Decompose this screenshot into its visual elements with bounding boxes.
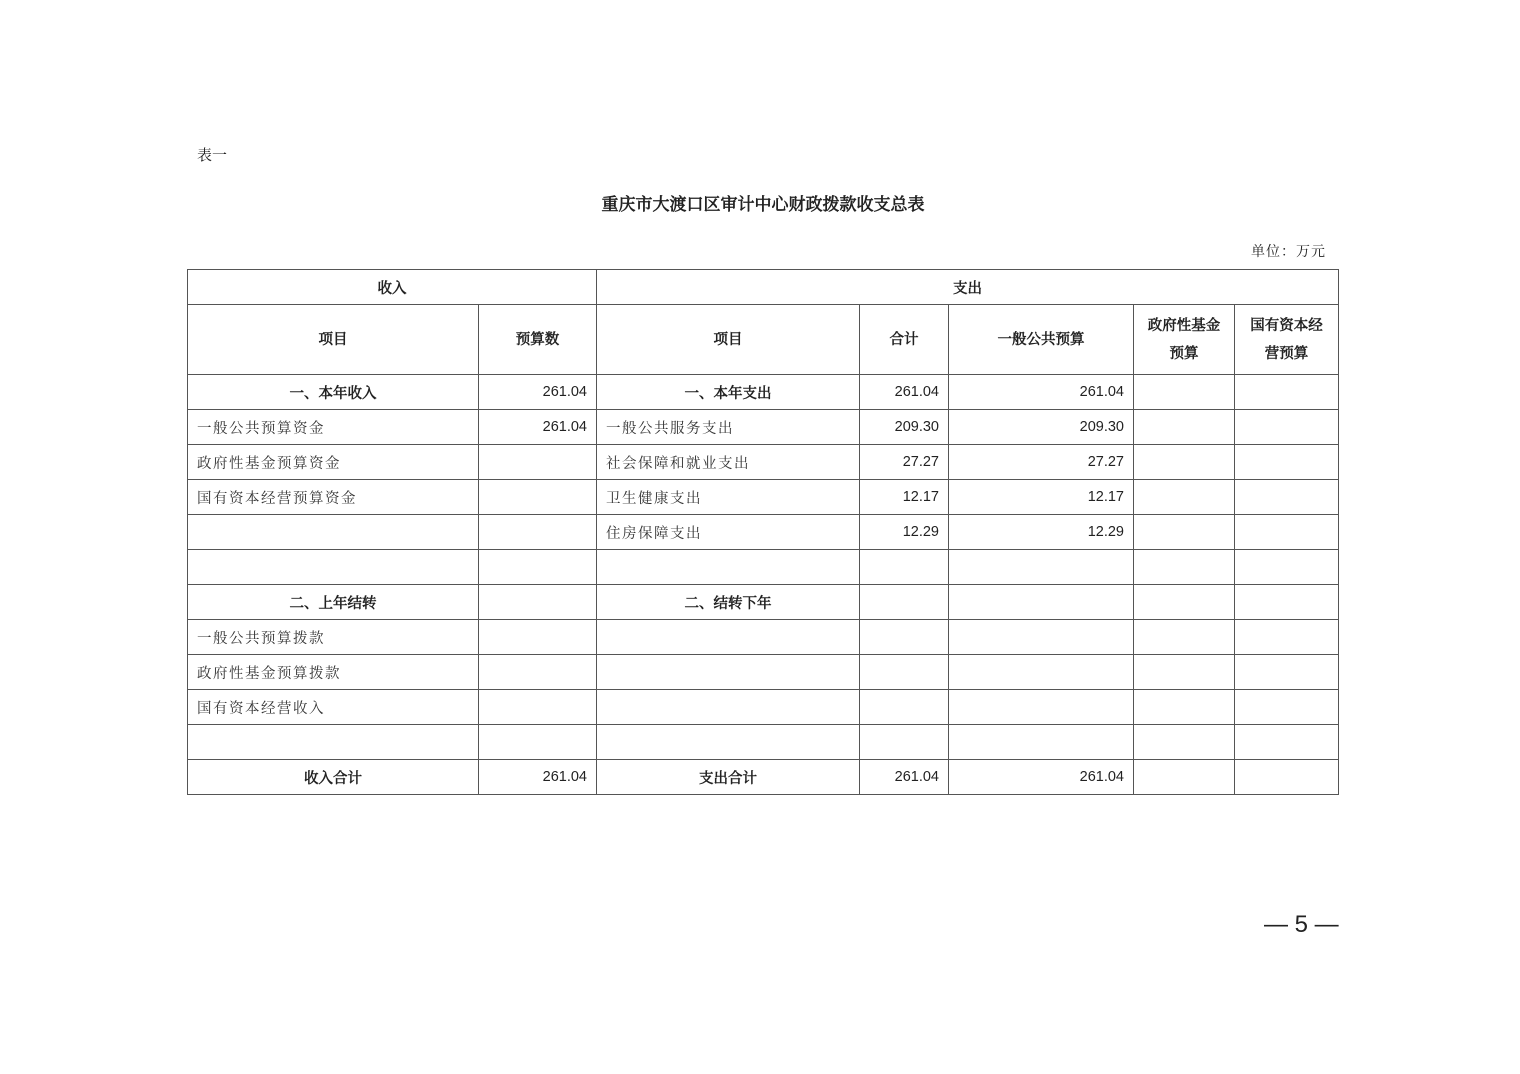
state-capital-cell	[1235, 620, 1339, 655]
expense-header: 支出	[597, 270, 1339, 305]
expense-item-cell	[597, 550, 860, 585]
income-value-cell: 261.04	[479, 760, 597, 795]
budget-summary-table	[187, 269, 1339, 795]
col-expense-item: 项目	[597, 305, 860, 375]
income-value-cell	[479, 655, 597, 690]
state-capital-cell	[1235, 760, 1339, 795]
income-item-cell: 国有资本经营预算资金	[188, 480, 479, 515]
column-header-row	[188, 305, 1339, 375]
income-value-cell	[479, 620, 597, 655]
income-value-cell	[479, 515, 597, 550]
expense-total-cell	[860, 690, 949, 725]
gov-fund-cell	[1134, 480, 1235, 515]
table-row	[188, 585, 1339, 620]
expense-total-cell	[860, 655, 949, 690]
table-label: 表一	[197, 146, 228, 164]
state-capital-cell	[1235, 480, 1339, 515]
expense-total-cell	[860, 620, 949, 655]
expense-total-cell: 261.04	[860, 760, 949, 795]
income-item-cell: 国有资本经营收入	[188, 690, 479, 725]
income-value-cell: 261.04	[479, 375, 597, 410]
col-total: 合计	[860, 305, 949, 375]
col-gov-fund: 政府性基金预算	[1134, 305, 1235, 375]
income-value-cell	[479, 480, 597, 515]
table-row	[188, 375, 1339, 410]
income-value-cell	[479, 445, 597, 480]
table-row	[188, 550, 1339, 585]
expense-item-cell: 社会保障和就业支出	[597, 445, 860, 480]
income-item-cell: 一、本年收入	[188, 375, 479, 410]
unit-label: 单位：万元	[1251, 244, 1326, 260]
expense-total-cell	[860, 725, 949, 760]
general-budget-cell: 209.30	[949, 410, 1134, 445]
table-row	[188, 480, 1339, 515]
state-capital-cell	[1235, 690, 1339, 725]
expense-total-cell: 261.04	[860, 375, 949, 410]
col-income-item: 项目	[188, 305, 479, 375]
table-row	[188, 515, 1339, 550]
income-item-cell: 收入合计	[188, 760, 479, 795]
expense-item-cell: 一、本年支出	[597, 375, 860, 410]
expense-total-cell	[860, 550, 949, 585]
general-budget-cell: 12.29	[949, 515, 1134, 550]
income-value-cell	[479, 690, 597, 725]
income-item-cell: 一般公共预算拨款	[188, 620, 479, 655]
expense-total-cell: 209.30	[860, 410, 949, 445]
general-budget-cell	[949, 725, 1134, 760]
group-header-row	[188, 270, 1339, 305]
gov-fund-cell	[1134, 620, 1235, 655]
col-state-capital: 国有资本经营预算	[1235, 305, 1339, 375]
table-row	[188, 690, 1339, 725]
state-capital-cell	[1235, 445, 1339, 480]
page-number: — 5 —	[1264, 911, 1339, 938]
gov-fund-cell	[1134, 375, 1235, 410]
state-capital-cell	[1235, 550, 1339, 585]
table-row	[188, 725, 1339, 760]
general-budget-cell	[949, 585, 1134, 620]
expense-item-cell: 卫生健康支出	[597, 480, 860, 515]
expense-item-cell: 住房保障支出	[597, 515, 860, 550]
gov-fund-cell	[1134, 410, 1235, 445]
income-item-cell: 一般公共预算资金	[188, 410, 479, 445]
document-title: 重庆市大渡口区审计中心财政拨款收支总表	[601, 195, 925, 215]
col-budget: 预算数	[479, 305, 597, 375]
table-row	[188, 760, 1339, 795]
state-capital-cell	[1235, 515, 1339, 550]
state-capital-cell	[1235, 585, 1339, 620]
gov-fund-cell	[1134, 550, 1235, 585]
income-item-cell: 政府性基金预算资金	[188, 445, 479, 480]
gov-fund-cell	[1134, 445, 1235, 480]
gov-fund-cell	[1134, 725, 1235, 760]
income-value-cell	[479, 550, 597, 585]
general-budget-cell: 261.04	[949, 375, 1134, 410]
income-value-cell	[479, 725, 597, 760]
general-budget-cell: 261.04	[949, 760, 1134, 795]
state-capital-cell	[1235, 725, 1339, 760]
expense-item-cell: 支出合计	[597, 760, 860, 795]
general-budget-cell	[949, 550, 1134, 585]
general-budget-cell: 27.27	[949, 445, 1134, 480]
general-budget-cell	[949, 655, 1134, 690]
expense-item-cell	[597, 620, 860, 655]
expense-item-cell	[597, 725, 860, 760]
expense-item-cell	[597, 690, 860, 725]
income-item-cell: 政府性基金预算拨款	[188, 655, 479, 690]
expense-total-cell: 12.29	[860, 515, 949, 550]
table-row	[188, 655, 1339, 690]
income-item-cell	[188, 550, 479, 585]
income-item-cell	[188, 725, 479, 760]
table-row	[188, 620, 1339, 655]
state-capital-cell	[1235, 375, 1339, 410]
table-row	[188, 410, 1339, 445]
gov-fund-cell	[1134, 585, 1235, 620]
gov-fund-cell	[1134, 760, 1235, 795]
expense-item-cell: 二、结转下年	[597, 585, 860, 620]
table-row	[188, 445, 1339, 480]
expense-total-cell	[860, 585, 949, 620]
state-capital-cell	[1235, 655, 1339, 690]
expense-total-cell: 27.27	[860, 445, 949, 480]
expense-total-cell: 12.17	[860, 480, 949, 515]
gov-fund-cell	[1134, 690, 1235, 725]
state-capital-cell	[1235, 410, 1339, 445]
general-budget-cell: 12.17	[949, 480, 1134, 515]
general-budget-cell	[949, 690, 1134, 725]
col-general-budget: 一般公共预算	[949, 305, 1134, 375]
expense-item-cell	[597, 655, 860, 690]
income-item-cell: 二、上年结转	[188, 585, 479, 620]
income-item-cell	[188, 515, 479, 550]
general-budget-cell	[949, 620, 1134, 655]
income-header: 收入	[188, 270, 597, 305]
income-value-cell: 261.04	[479, 410, 597, 445]
income-value-cell	[479, 585, 597, 620]
gov-fund-cell	[1134, 655, 1235, 690]
gov-fund-cell	[1134, 515, 1235, 550]
expense-item-cell: 一般公共服务支出	[597, 410, 860, 445]
